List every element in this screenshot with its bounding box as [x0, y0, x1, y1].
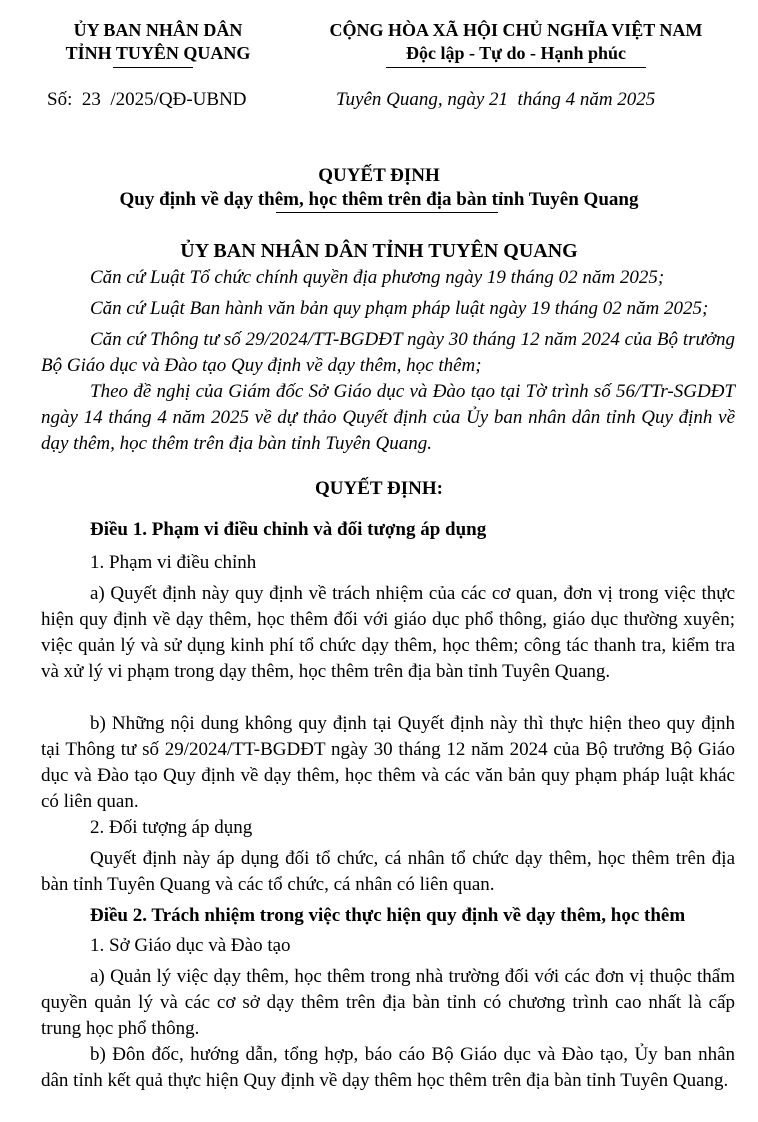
- article2-clause1-heading: 1. Sở Giáo dục và Đào tạo: [90, 935, 291, 956]
- article1-clause2-heading: 2. Đối tượng áp dụng: [90, 817, 253, 838]
- article1-clause1-b: b) Những nội dung không quy định tại Quyết định này thì thực hiện theo quy định tại Thông tư số 29/2024/TT-BGDĐT ngày 30 tháng 12 năm 2024 của Bộ trưởng Bộ Giáo dục và Đào tạo Quy định về dạy thêm, học thêm và các văn bản quy phạm pháp luật khác có liên quan.: [41, 713, 735, 812]
- document-number: [47, 89, 247, 111]
- basis-item: Căn cứ Thông tư số 29/2024/TT-BGDĐT ngày 30 tháng 12 năm 2024 của Bộ trưởng Bộ Giáo dục và Đào tạo Quy định về dạy thêm, học thêm;: [41, 329, 735, 376]
- basis-item: Căn cứ Luật Tổ chức chính quyền địa phương ngày 19 tháng 02 năm 2025;: [90, 267, 665, 288]
- basis-item: Căn cứ Luật Ban hành văn bản quy phạm pháp luật ngày 19 tháng 02 năm 2025;: [90, 298, 709, 319]
- agency-underline: [113, 67, 193, 68]
- motto-underline: [386, 67, 646, 68]
- article1-clause2-text: Quyết định này áp dụng đối tổ chức, cá nhân tổ chức dạy thêm, học thêm trên địa bàn tỉnh Tuyên Quang và các tổ chức, cá nhân có liên quan.: [41, 848, 735, 895]
- issuing-authority: ỦY BAN NHÂN DÂN TỈNH TUYÊN QUANG: [180, 240, 578, 262]
- decision-title: QUYẾT ĐỊNH: [318, 165, 440, 186]
- agency-name-line2: TỈNH TUYÊN QUANG: [65, 43, 251, 63]
- decision-heading: QUYẾT ĐỊNH:: [315, 478, 443, 499]
- article2-clause1-a: a) Quản lý việc dạy thêm, học thêm trong nhà trường đối với các đơn vị thuộc thẩm quyền quản lý và các cơ sở dạy thêm trên địa bàn tỉnh có chương trình cao nhất là cấp trung học phổ thông.: [41, 966, 735, 1039]
- article1-clause1-a: a) Quyết định này quy định về trách nhiệm của các cơ quan, đơn vị trong việc thực hiện quy định về dạy thêm, học thêm đối với giáo dục phổ thông, giáo dục thường xuyên; việc quản lý và sử dụng kinh phí tổ chức dạy thêm, học thêm; công tác thanh tra, kiểm tra và xử lý vi phạm trong dạy thêm, học thêm trên địa bàn tỉnh Tuyên Quang.: [41, 583, 735, 682]
- nation-title: CỘNG HÒA XÃ HỘI CHỦ NGHĨA VIỆT NAM: [329, 20, 703, 40]
- place-date: [336, 89, 655, 111]
- subtitle-underline: [276, 212, 498, 213]
- agency-name-line1: ỦY BAN NHÂN DÂN: [73, 20, 243, 40]
- nation-motto: Độc lập - Tự do - Hạnh phúc: [405, 43, 627, 63]
- article1-clause1-heading: 1. Phạm vi điều chỉnh: [90, 552, 257, 573]
- article2-heading: Điều 2. Trách nhiệm trong việc thực hiện quy định về dạy thêm, học thêm: [90, 905, 686, 926]
- number-suffix: /2025/QĐ-UBND: [110, 89, 247, 110]
- decision-subtitle: Quy định về dạy thêm, học thêm trên địa bàn tỉnh Tuyên Quang: [119, 189, 639, 210]
- date-suffix: tháng 4 năm 2025: [517, 89, 656, 110]
- article1-heading: Điều 1. Phạm vi điều chỉnh và đối tượng áp dụng: [90, 519, 487, 540]
- article2-clause1-b: b) Đôn đốc, hướng dẫn, tổng hợp, báo cáo Bộ Giáo dục và Đào tạo, Ủy ban nhân dân tỉnh kết quả thực hiện Quy định về dạy thêm học thêm trên địa bàn tỉnh Tuyên Quang.: [41, 1044, 735, 1091]
- date-day: 21: [489, 89, 509, 110]
- basis-item: Theo đề nghị của Giám đốc Sở Giáo dục và Đào tạo tại Tờ trình số 56/TTr-SGDĐT ngày 14 tháng 4 năm 2025 về dự thảo Quyết định của Ủy ban nhân dân tỉnh Quy định về dạy thêm, học thêm trên địa bàn tỉnh Tuyên Quang.: [41, 381, 735, 454]
- number-value: 23: [81, 89, 101, 110]
- date-prefix: Tuyên Quang, ngày: [336, 89, 485, 110]
- number-prefix: Số:: [47, 89, 73, 110]
